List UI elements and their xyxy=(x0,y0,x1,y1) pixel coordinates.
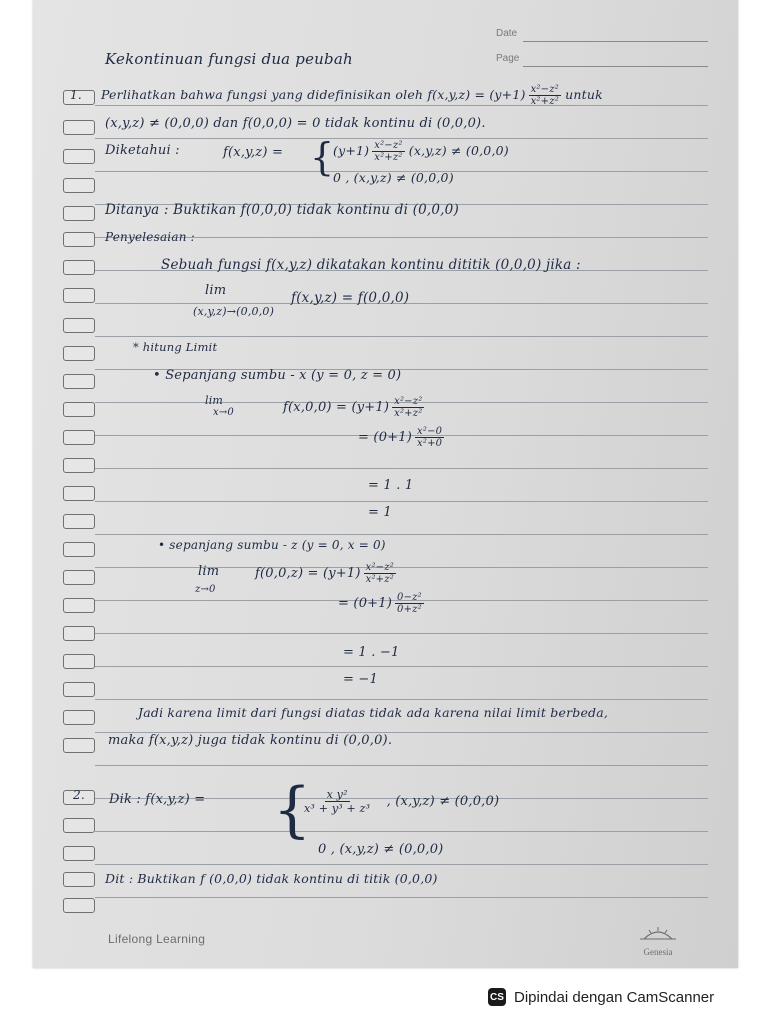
piecewise-brace: { xyxy=(310,135,335,179)
row-checkbox[interactable] xyxy=(63,346,95,361)
ruled-line xyxy=(95,633,708,634)
row-checkbox[interactable] xyxy=(63,818,95,833)
path-x-eq-text: f(x,0,0) = (y+1) xyxy=(283,400,390,415)
path-x-result-1: = 1 . 1 xyxy=(368,478,414,493)
fraction-numerator: x²−z² xyxy=(365,562,394,573)
ruled-line xyxy=(95,534,708,535)
path-x-result-2: = 1 xyxy=(368,505,392,520)
problem-2-number: 2. xyxy=(73,788,85,802)
ruled-line xyxy=(95,864,708,865)
conclusion-line-1: Jadi karena limit dari fungsi diatas tidak ada karena nilai limit berbeda, xyxy=(138,705,609,720)
path-x-step-fraction xyxy=(415,426,444,449)
problem-2-case-2: 0 , (x,y,z) ≠ (0,0,0) xyxy=(318,842,444,857)
row-checkbox[interactable] xyxy=(63,149,95,164)
fraction-denominator: 0+z² xyxy=(397,604,422,615)
row-checkbox[interactable] xyxy=(63,318,95,333)
path-z-result-2: = −1 xyxy=(343,672,378,687)
problem-2-asked: Dit : Buktikan f (0,0,0) tidak kontinu di titik (0,0,0) xyxy=(105,871,438,886)
piecewise-brace-2: { xyxy=(273,775,312,845)
statement-part-b: untuk xyxy=(565,87,603,102)
row-checkbox[interactable] xyxy=(63,232,95,247)
path-x-lim: lim xyxy=(205,394,224,407)
fraction-numerator: x²−z² xyxy=(374,140,403,151)
row-checkbox[interactable] xyxy=(63,458,95,473)
sunrise-icon xyxy=(638,925,678,941)
case-1-factor: (y+1) xyxy=(333,143,370,158)
date-line xyxy=(523,41,708,42)
path-z-eq-text: f(0,0,z) = (y+1) xyxy=(255,566,361,581)
footer-brand: Lifelong Learning xyxy=(108,932,206,946)
fraction-numerator: x²−z² xyxy=(394,396,423,407)
ruled-line xyxy=(95,897,708,898)
page-line xyxy=(523,66,708,67)
path-x-equation xyxy=(283,396,424,419)
camscanner-watermark xyxy=(474,983,756,1011)
path-z-result-1: = 1 . −1 xyxy=(343,645,400,660)
path-z-step-fraction xyxy=(395,592,424,615)
asked-line: Ditanya : Buktikan f(0,0,0) tidak kontinu di (0,0,0) xyxy=(105,202,459,218)
case-1-fraction xyxy=(372,140,404,163)
compute-limit-heading: * hitung Limit xyxy=(133,340,218,354)
known-case-1 xyxy=(333,140,509,163)
fraction-denominator: x²+0 xyxy=(417,438,443,449)
statement-fraction xyxy=(529,84,561,107)
path-x-fraction xyxy=(392,396,424,419)
row-checkbox[interactable] xyxy=(63,872,95,887)
row-checkbox[interactable] xyxy=(63,570,95,585)
path-z-step xyxy=(338,592,424,615)
row-checkbox[interactable] xyxy=(63,206,95,221)
row-checkbox[interactable] xyxy=(63,682,95,697)
row-checkbox[interactable] xyxy=(63,120,95,135)
fraction-numerator: x²−0 xyxy=(417,426,443,437)
problem-2-case-1 xyxy=(301,788,499,815)
path-z-step-text: = (0+1) xyxy=(338,596,393,611)
row-checkbox[interactable] xyxy=(63,542,95,557)
solution-label: Penyelesaian : xyxy=(105,230,195,244)
genesia-logo xyxy=(628,925,688,965)
problem-1-statement xyxy=(101,84,603,107)
row-checkbox[interactable] xyxy=(63,486,95,501)
known-case-2: 0 , (x,y,z) ≠ (0,0,0) xyxy=(333,170,454,185)
row-checkbox[interactable] xyxy=(63,374,95,389)
problem-2-fraction xyxy=(304,788,370,815)
page-title: Kekontinuan fungsi dua peubah xyxy=(105,50,353,68)
fraction-numerator: x²−z² xyxy=(530,84,559,95)
continuity-definition: Sebuah fungsi f(x,y,z) dikatakan kontinu dititik (0,0,0) jika : xyxy=(161,257,581,273)
ruled-line xyxy=(95,699,708,700)
row-checkbox[interactable] xyxy=(63,514,95,529)
problem-1-statement-cont: (x,y,z) ≠ (0,0,0) dan f(0,0,0) = 0 tidak kontinu di (0,0,0). xyxy=(105,116,486,131)
row-checkbox[interactable] xyxy=(63,430,95,445)
ruled-line xyxy=(95,501,708,502)
camscanner-icon: CS xyxy=(488,988,506,1006)
row-checkbox[interactable] xyxy=(63,846,95,861)
row-checkbox[interactable] xyxy=(63,260,95,275)
notebook-page xyxy=(33,0,738,968)
fraction-denominator: x³ + y³ + z³ xyxy=(304,802,371,815)
row-checkbox[interactable] xyxy=(63,598,95,613)
ruled-line xyxy=(95,831,708,832)
case-1-condition: , (x,y,z) ≠ (0,0,0) xyxy=(386,794,500,809)
problem-1-number: 1. xyxy=(70,88,82,102)
row-checkbox[interactable] xyxy=(63,626,95,641)
path-z-heading: • sepanjang sumbu - z (y = 0, x = 0) xyxy=(158,538,386,552)
case-1-condition: (x,y,z) ≠ (0,0,0) xyxy=(408,143,509,158)
row-checkbox[interactable] xyxy=(63,288,95,303)
row-checkbox[interactable] xyxy=(63,654,95,669)
path-z-subscript: z→0 xyxy=(195,584,216,595)
path-z-fraction xyxy=(364,562,396,585)
fraction-numerator: x y² xyxy=(326,788,348,801)
conclusion-line-2: maka f(x,y,z) juga tidak kontinu di (0,0,0). xyxy=(108,733,393,748)
row-checkbox[interactable] xyxy=(63,402,95,417)
row-checkbox[interactable] xyxy=(63,898,95,913)
fraction-numerator: 0−z² xyxy=(397,592,422,603)
limit-word: lim xyxy=(205,283,227,298)
date-label: Date xyxy=(496,28,518,39)
camscanner-text: Dipindai dengan CamScanner xyxy=(514,988,715,1006)
path-x-heading: • Sepanjang sumbu - x (y = 0, z = 0) xyxy=(153,368,402,383)
statement-part-a: Perlihatkan bahwa fungsi yang didefinisikan oleh f(x,y,z) = (y+1) xyxy=(101,87,526,102)
known-label: Diketahui : xyxy=(105,143,180,158)
fraction-denominator: x²+z² xyxy=(374,152,403,163)
row-checkbox[interactable] xyxy=(63,178,95,193)
fraction-denominator: x²+z² xyxy=(530,96,559,107)
limit-expression: f(x,y,z) = f(0,0,0) xyxy=(291,290,410,306)
ruled-line xyxy=(95,336,708,337)
logo-text: Genesia xyxy=(643,947,673,957)
ruled-line xyxy=(95,666,708,667)
page-label: Page xyxy=(496,53,520,64)
fraction-denominator: x²+z² xyxy=(365,574,394,585)
ruled-line xyxy=(95,138,708,139)
fraction-denominator: x²+z² xyxy=(394,408,423,419)
path-z-lim: lim xyxy=(198,564,220,579)
row-checkbox[interactable] xyxy=(63,738,95,753)
path-z-equation xyxy=(255,562,396,585)
ruled-line xyxy=(95,567,708,568)
path-x-step xyxy=(358,426,444,449)
limit-subscript: (x,y,z)→(0,0,0) xyxy=(193,305,275,318)
ruled-line xyxy=(95,765,708,766)
path-x-subscript: x→0 xyxy=(213,407,234,418)
known-function: f(x,y,z) = xyxy=(223,145,284,160)
path-x-step-text: = (0+1) xyxy=(358,430,413,445)
row-checkbox[interactable] xyxy=(63,710,95,725)
ruled-line xyxy=(95,468,708,469)
problem-2-known: Dik : f(x,y,z) = xyxy=(109,792,206,807)
